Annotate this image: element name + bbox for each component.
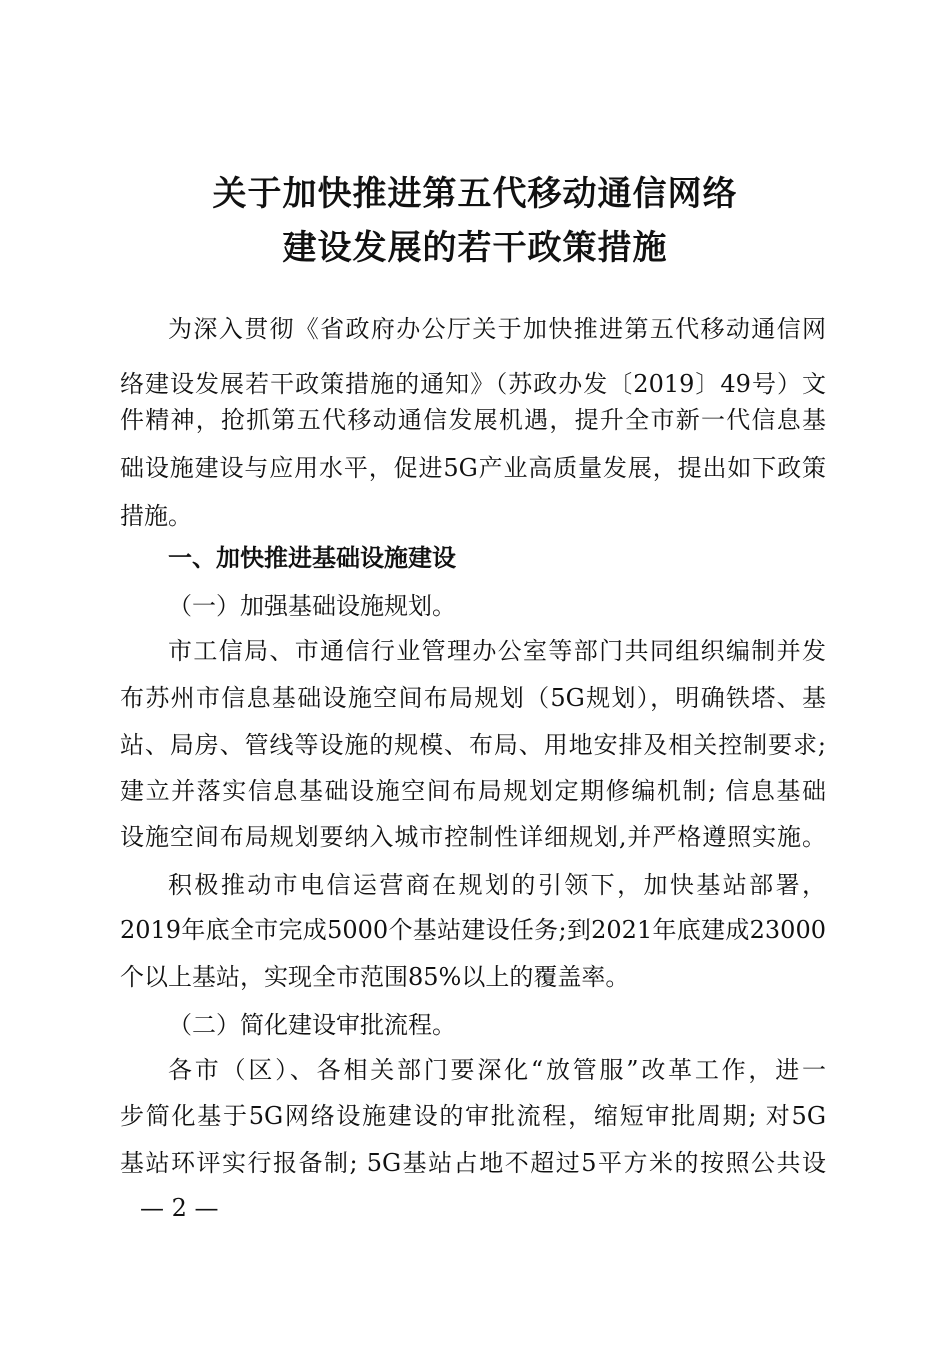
intro-line-5: 措施。: [120, 502, 192, 530]
para-3-line-2: 步简化基于5G网络设施建设的审批流程，缩短审批周期; 对5G: [120, 1102, 826, 1130]
section-1-heading: 一、加快推进基础设施建设: [168, 544, 456, 572]
intro-line-3: 件精神，抢抓第五代移动通信发展机遇，提升全市新一代信息基: [120, 406, 826, 434]
para-1-line-1: 市工信局、市通信行业管理办公室等部门共同组织编制并发: [168, 637, 826, 665]
subsection-1-heading: （一）加强基础设施规划。: [168, 592, 456, 620]
document-title-line-2: 建设发展的若干政策措施: [282, 228, 668, 268]
para-1-line-5: 设施空间布局规划要纳入城市控制性详细规划,并严格遵照实施。: [120, 823, 826, 851]
intro-line-1: 为深入贯彻《省政府办公厅关于加快推进第五代移动通信网: [168, 315, 826, 343]
para-2-line-2: 2019年底全市完成5000个基站建设任务;到2021年底建成23000: [120, 916, 826, 944]
para-1-line-4: 建立并落实信息基础设施空间布局规划定期修编机制; 信息基础: [120, 777, 826, 805]
para-1-line-2: 布苏州市信息基础设施空间布局规划（5G规划），明确铁塔、基: [120, 684, 826, 712]
intro-line-2: 络建设发展若干政策措施的通知》（苏政办发〔2019〕49号）文: [120, 370, 826, 398]
para-2-line-1: 积极推动市电信运营商在规划的引领下，加快基站部署，: [168, 871, 826, 899]
subsection-2-heading: （二）简化建设审批流程。: [168, 1011, 456, 1039]
page-number: — 2 —: [140, 1194, 219, 1222]
para-2-line-3: 个以上基站，实现全市范围85%以上的覆盖率。: [120, 963, 630, 991]
para-3-line-1: 各市（区）、各相关部门要深化“放管服”改革工作，进一: [168, 1056, 826, 1084]
intro-line-4: 础设施建设与应用水平，促进5G产业高质量发展，提出如下政策: [120, 454, 826, 482]
para-1-line-3: 站、局房、管线等设施的规模、布局、用地安排及相关控制要求;: [120, 731, 826, 759]
para-3-line-3: 基站环评实行报备制; 5G基站占地不超过5平方米的按照公共设: [120, 1149, 826, 1177]
document-title-line-1: 关于加快推进第五代移动通信网络: [212, 174, 738, 214]
